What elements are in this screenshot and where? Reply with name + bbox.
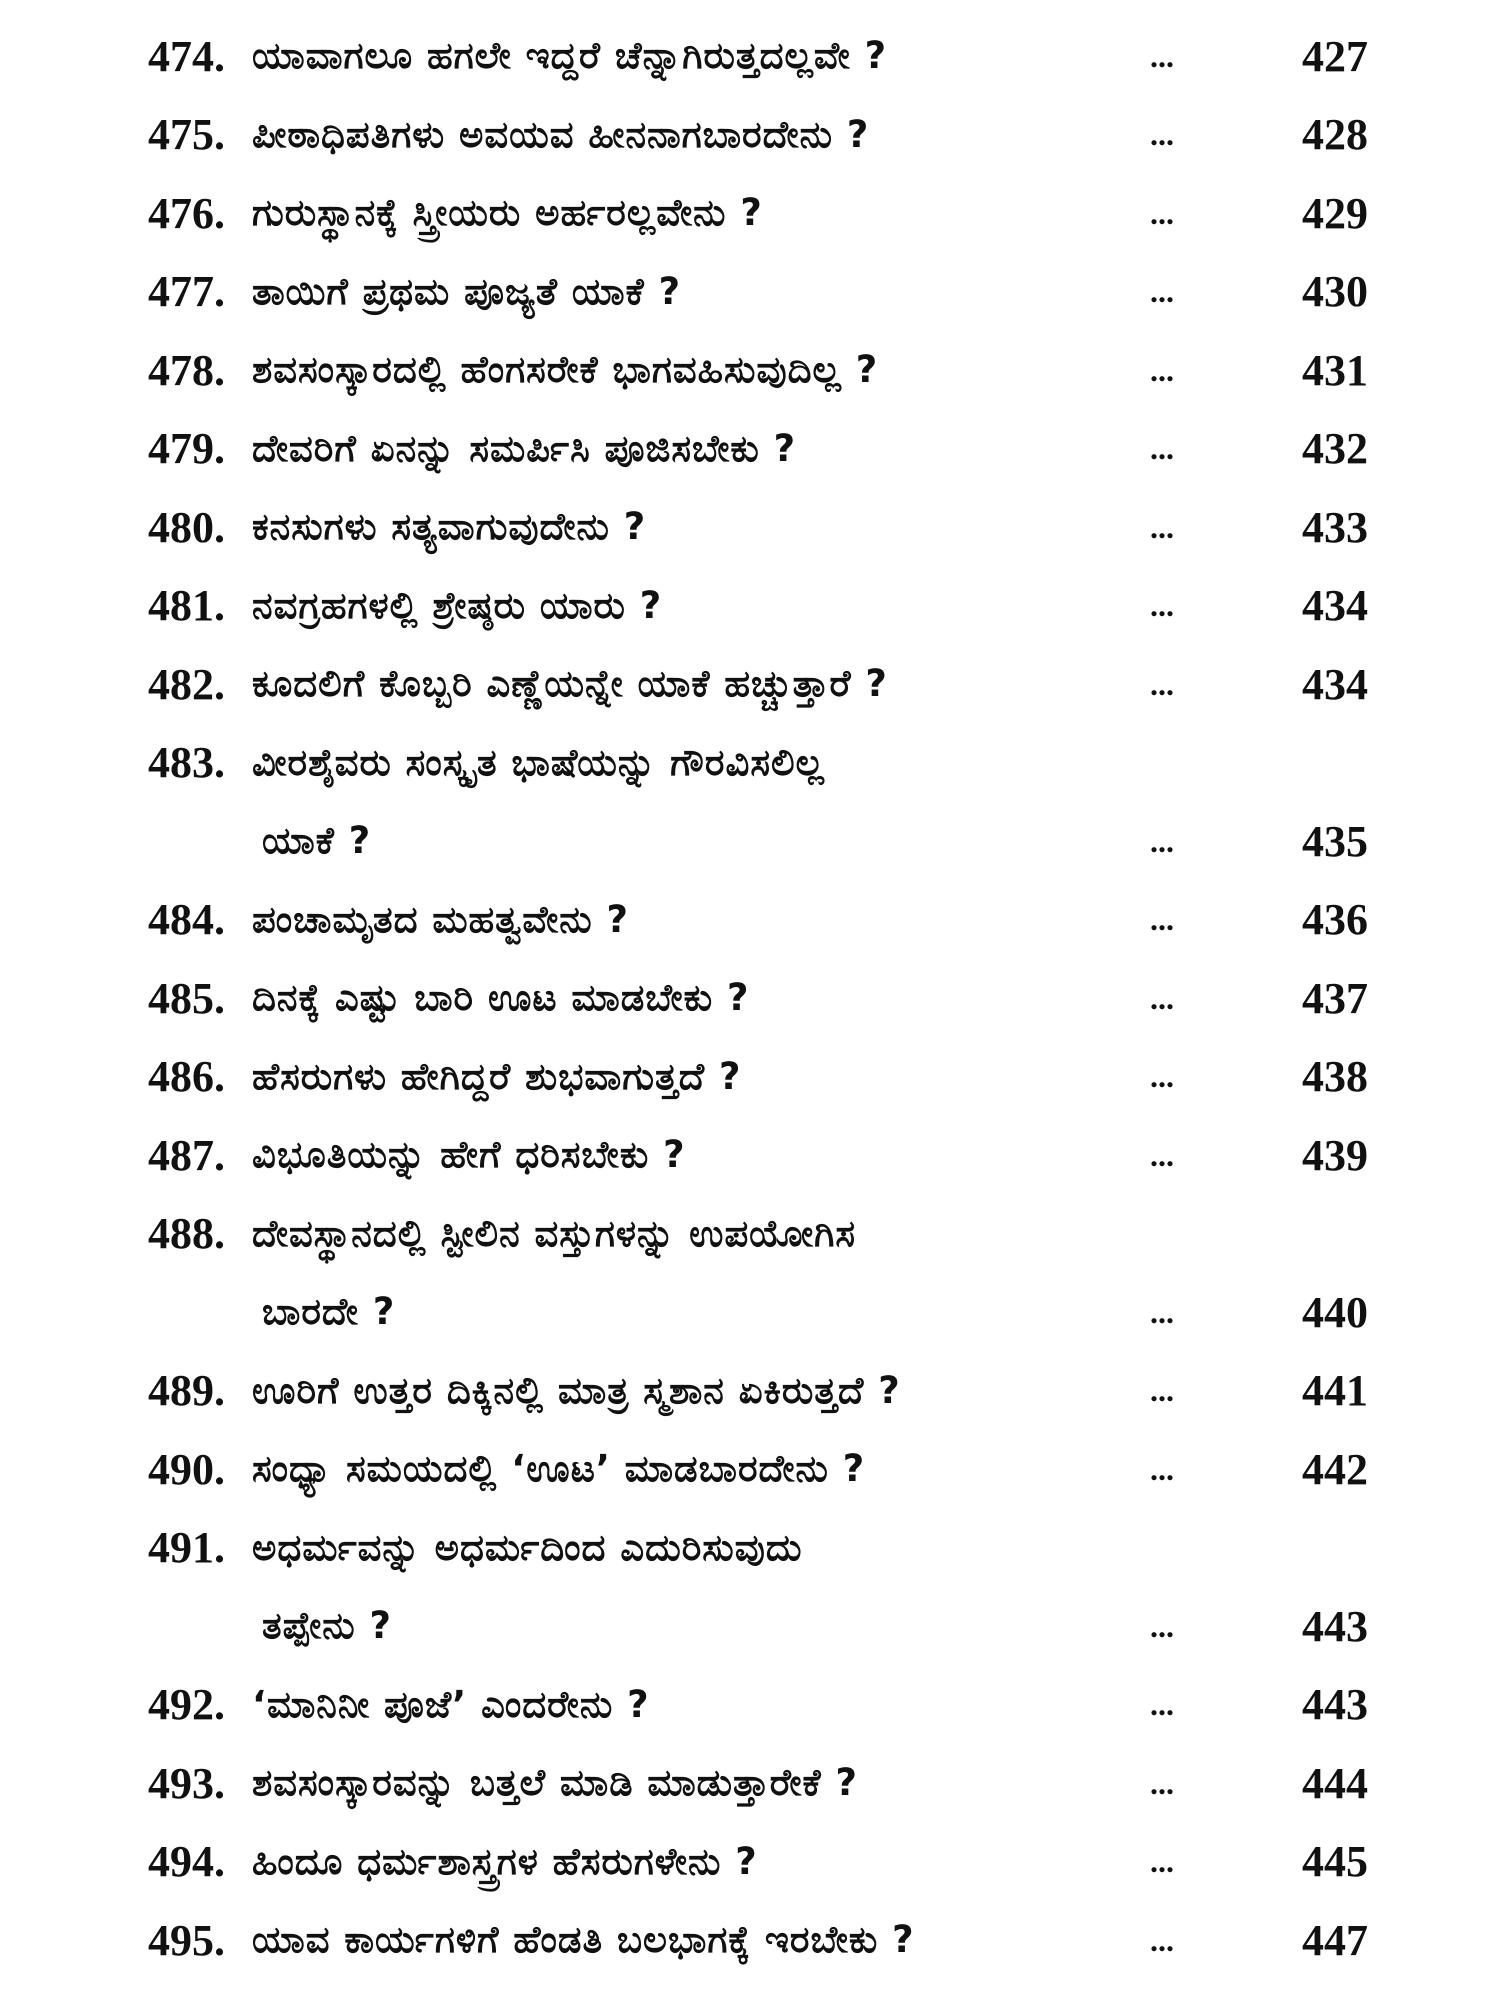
page-number: 428 (1302, 110, 1368, 159)
toc-entry (0, 1908, 1500, 1972)
leader-dots: ... (1150, 1686, 1174, 1722)
entry-title: ಶವಸಂಸ್ಕಾರದಲ್ಲಿ ಹೆಂಗಸರೇಕೆ ಭಾಗವಹಿಸುವುದಿಲ್ಲ ? (252, 348, 879, 391)
entry-title: ದೇವಸ್ಥಾನದಲ್ಲಿ ಸ್ಟೀಲಿನ ವಸ್ತುಗಳನ್ನು ಉಪಯೋಗಿಸ (252, 1211, 857, 1255)
toc-entry (0, 181, 1500, 245)
toc-entry (0, 417, 1500, 481)
leader-dots: ... (1150, 508, 1174, 545)
entry-number: 480. (148, 502, 225, 552)
entry-number: 476. (148, 188, 225, 238)
leader-dots: ... (1150, 822, 1174, 859)
entry-number: 489. (148, 1366, 225, 1415)
page-number: 427 (1302, 31, 1368, 81)
leader-dots: ... (1150, 430, 1174, 466)
entry-number: 488. (148, 1209, 225, 1258)
toc-entry (0, 1045, 1500, 1109)
page-number: 439 (1302, 1130, 1368, 1180)
entry-number: 494. (148, 1837, 225, 1886)
leader-dots: ... (1150, 351, 1174, 388)
page-number: 429 (1302, 188, 1368, 238)
toc-entry (0, 966, 1500, 1030)
page-number: 436 (1302, 895, 1368, 944)
toc-entry (0, 1516, 1500, 1580)
page-number: 447 (1302, 1915, 1368, 1965)
page-number: 434 (1302, 659, 1368, 709)
page-number: 431 (1302, 345, 1368, 395)
toc-entry (0, 338, 1500, 402)
toc-entry-continuation (0, 1594, 1500, 1658)
leader-dots: ... (1150, 1293, 1174, 1330)
leader-dots: ... (1150, 1921, 1174, 1958)
entry-title: ನವಗ್ರಹಗಳಲ್ಲಿ ಶ್ರೇಷ್ಠರು ಯಾರು ? (252, 583, 663, 627)
entry-number: 492. (148, 1680, 225, 1729)
entry-title: ದೇವರಿಗೆ ಏನನ್ನು ಸಮರ್ಪಿಸಿ ಪೂಜಿಸಬೇಕು ? (252, 426, 797, 470)
leader-dots: ... (1150, 1058, 1174, 1094)
leader-dots: ... (1150, 1136, 1174, 1173)
leader-dots: ... (1150, 273, 1174, 309)
leader-dots: ... (1150, 1607, 1174, 1644)
entry-title: ಹೆಸರುಗಳು ಹೇಗಿದ್ದರೆ ಶುಭವಾಗುತ್ತದೆ ? (252, 1054, 742, 1098)
entry-title-continuation: ತಪ್ಪೇನು ? (262, 1604, 392, 1647)
entry-title: ಕೂದಲಿಗೆ ಕೊಬ್ಬರಿ ಎಣ್ಣೆಯನ್ನೇ ಯಾಕೆ ಹಚ್ಚುತ್ತಾರೆ ? (252, 662, 888, 705)
leader-dots: ... (1150, 979, 1174, 1016)
toc-entry-continuation (0, 809, 1500, 873)
toc-entry (0, 652, 1500, 716)
entry-title-continuation: ಬಾರದೇ ? (262, 1290, 396, 1333)
entry-number: 478. (148, 345, 225, 395)
toc-entry (0, 1830, 1500, 1894)
toc-entry (0, 731, 1500, 795)
entry-title: ಊರಿಗೆ ಉತ್ತರ ದಿಕ್ಕಿನಲ್ಲಿ ಮಾತ್ರ ಸ್ಮಶಾನ ಏಕಿರುತ್ತದೆ ? (252, 1368, 901, 1412)
entry-title: ಗುರುಸ್ಥಾನಕ್ಕೆ ಸ್ತ್ರೀಯರು ಅರ್ಹರಲ್ಲವೇನು ? (252, 191, 763, 234)
leader-dots: ... (1150, 37, 1174, 74)
entry-number: 475. (148, 110, 225, 159)
entry-title: ದಿನಕ್ಕೆ ಎಷ್ಟು ಬಾರಿ ಊಟ ಮಾಡಬೇಕು ? (252, 976, 750, 1019)
entry-title-continuation: ಯಾಕೆ ? (262, 819, 372, 862)
entry-number: 486. (148, 1052, 225, 1101)
toc-entry (0, 1202, 1500, 1266)
leader-dots: ... (1150, 1450, 1174, 1487)
entry-number: 483. (148, 738, 225, 787)
toc-entry (0, 1359, 1500, 1423)
page-number: 445 (1302, 1837, 1368, 1886)
entry-number: 474. (148, 31, 225, 81)
entry-title: ಶವಸಂಸ್ಕಾರವನ್ನು ಬತ್ತಲೆ ಮಾಡಿ ಮಾಡುತ್ತಾರೇಕೆ ? (252, 1761, 858, 1804)
page-number: 443 (1302, 1601, 1368, 1651)
toc-entry (0, 1437, 1500, 1501)
entry-title: ‘ಮಾನಿನೀ ಪೂಜೆ’ ಎಂದರೇನು ? (252, 1682, 650, 1726)
entry-title: ಹಿಂದೂ ಧರ್ಮಶಾಸ್ತ್ರಗಳ ಹೆಸರುಗಳೇನು ? (252, 1839, 758, 1883)
page-number: 440 (1302, 1287, 1368, 1337)
page-number: 433 (1302, 502, 1368, 552)
page-number: 442 (1302, 1444, 1368, 1494)
toc-entry (0, 574, 1500, 638)
page-number: 434 (1302, 581, 1368, 630)
toc-entry (0, 260, 1500, 324)
entry-number: 477. (148, 267, 225, 316)
entry-title: ಸಂಧ್ಯಾ ಸಮಯದಲ್ಲಿ ‘ಊಟ’ ಮಾಡಬಾರದೇನು ? (252, 1447, 866, 1490)
page-number: 437 (1302, 973, 1368, 1023)
entry-number: 493. (148, 1758, 225, 1808)
toc-entry (0, 1751, 1500, 1815)
toc-entry (0, 103, 1500, 167)
toc-entry (0, 1673, 1500, 1737)
entry-title: ತಾಯಿಗೆ ಪ್ರಥಮ ಪೂಜ್ಯತೆ ಯಾಕೆ ? (252, 269, 682, 313)
leader-dots: ... (1150, 587, 1174, 623)
toc-entry (0, 495, 1500, 559)
page-number: 430 (1302, 267, 1368, 316)
page-number: 443 (1302, 1680, 1368, 1729)
toc-entry (0, 888, 1500, 952)
toc-entry (0, 24, 1500, 88)
leader-dots: ... (1150, 901, 1174, 937)
page-number: 432 (1302, 424, 1368, 473)
entry-title: ವೀರಶೈವರು ಸಂಸ್ಕೃತ ಭಾಷೆಯನ್ನು ಗೌರವಿಸಲಿಲ್ಲ (252, 740, 825, 784)
entry-title: ಯಾವ ಕಾರ್ಯಗಳಿಗೆ ಹೆಂಡತಿ ಬಲಭಾಗಕ್ಕೆ ಇರಬೇಕು ? (252, 1918, 915, 1961)
entry-title: ಪೀಠಾಧಿಪತಿಗಳು ಅವಯವ ಹೀನನಾಗಬಾರದೇನು ? (252, 112, 870, 156)
toc-entry (0, 1123, 1500, 1187)
entry-number: 481. (148, 581, 225, 630)
entry-number: 490. (148, 1444, 225, 1494)
entry-number: 482. (148, 659, 225, 709)
entry-number: 485. (148, 973, 225, 1023)
page-number: 444 (1302, 1758, 1368, 1808)
leader-dots: ... (1150, 1372, 1174, 1408)
page-number: 435 (1302, 816, 1368, 866)
leader-dots: ... (1150, 194, 1174, 231)
entry-number: 479. (148, 424, 225, 473)
entry-number: 487. (148, 1130, 225, 1180)
entry-title: ಕನಸುಗಳು ಸತ್ಯವಾಗುವುದೇನು ? (252, 505, 647, 548)
page-number: 441 (1302, 1366, 1368, 1415)
leader-dots: ... (1150, 1843, 1174, 1879)
entry-number: 484. (148, 895, 225, 944)
leader-dots: ... (1150, 116, 1174, 152)
entry-title: ವಿಭೂತಿಯನ್ನು ಹೇಗೆ ಧರಿಸಬೇಕು ? (252, 1133, 686, 1176)
entry-number: 495. (148, 1915, 225, 1965)
entry-number: 491. (148, 1523, 225, 1572)
leader-dots: ... (1150, 665, 1174, 702)
entry-title: ಪಂಚಾಮೃತದ ಮಹತ್ವವೇನು ? (252, 897, 629, 941)
entry-title: ಯಾವಾಗಲೂ ಹಗಲೇ ಇದ್ದರೆ ಚೆನ್ನಾಗಿರುತ್ತದಲ್ಲವೇ ? (252, 34, 888, 77)
leader-dots: ... (1150, 1764, 1174, 1801)
toc-entry-continuation (0, 1280, 1500, 1344)
entry-title: ಅಧರ್ಮವನ್ನು ಅಧರ್ಮದಿಂದ ಎದುರಿಸುವುದು (252, 1525, 803, 1569)
page-number: 438 (1302, 1052, 1368, 1101)
